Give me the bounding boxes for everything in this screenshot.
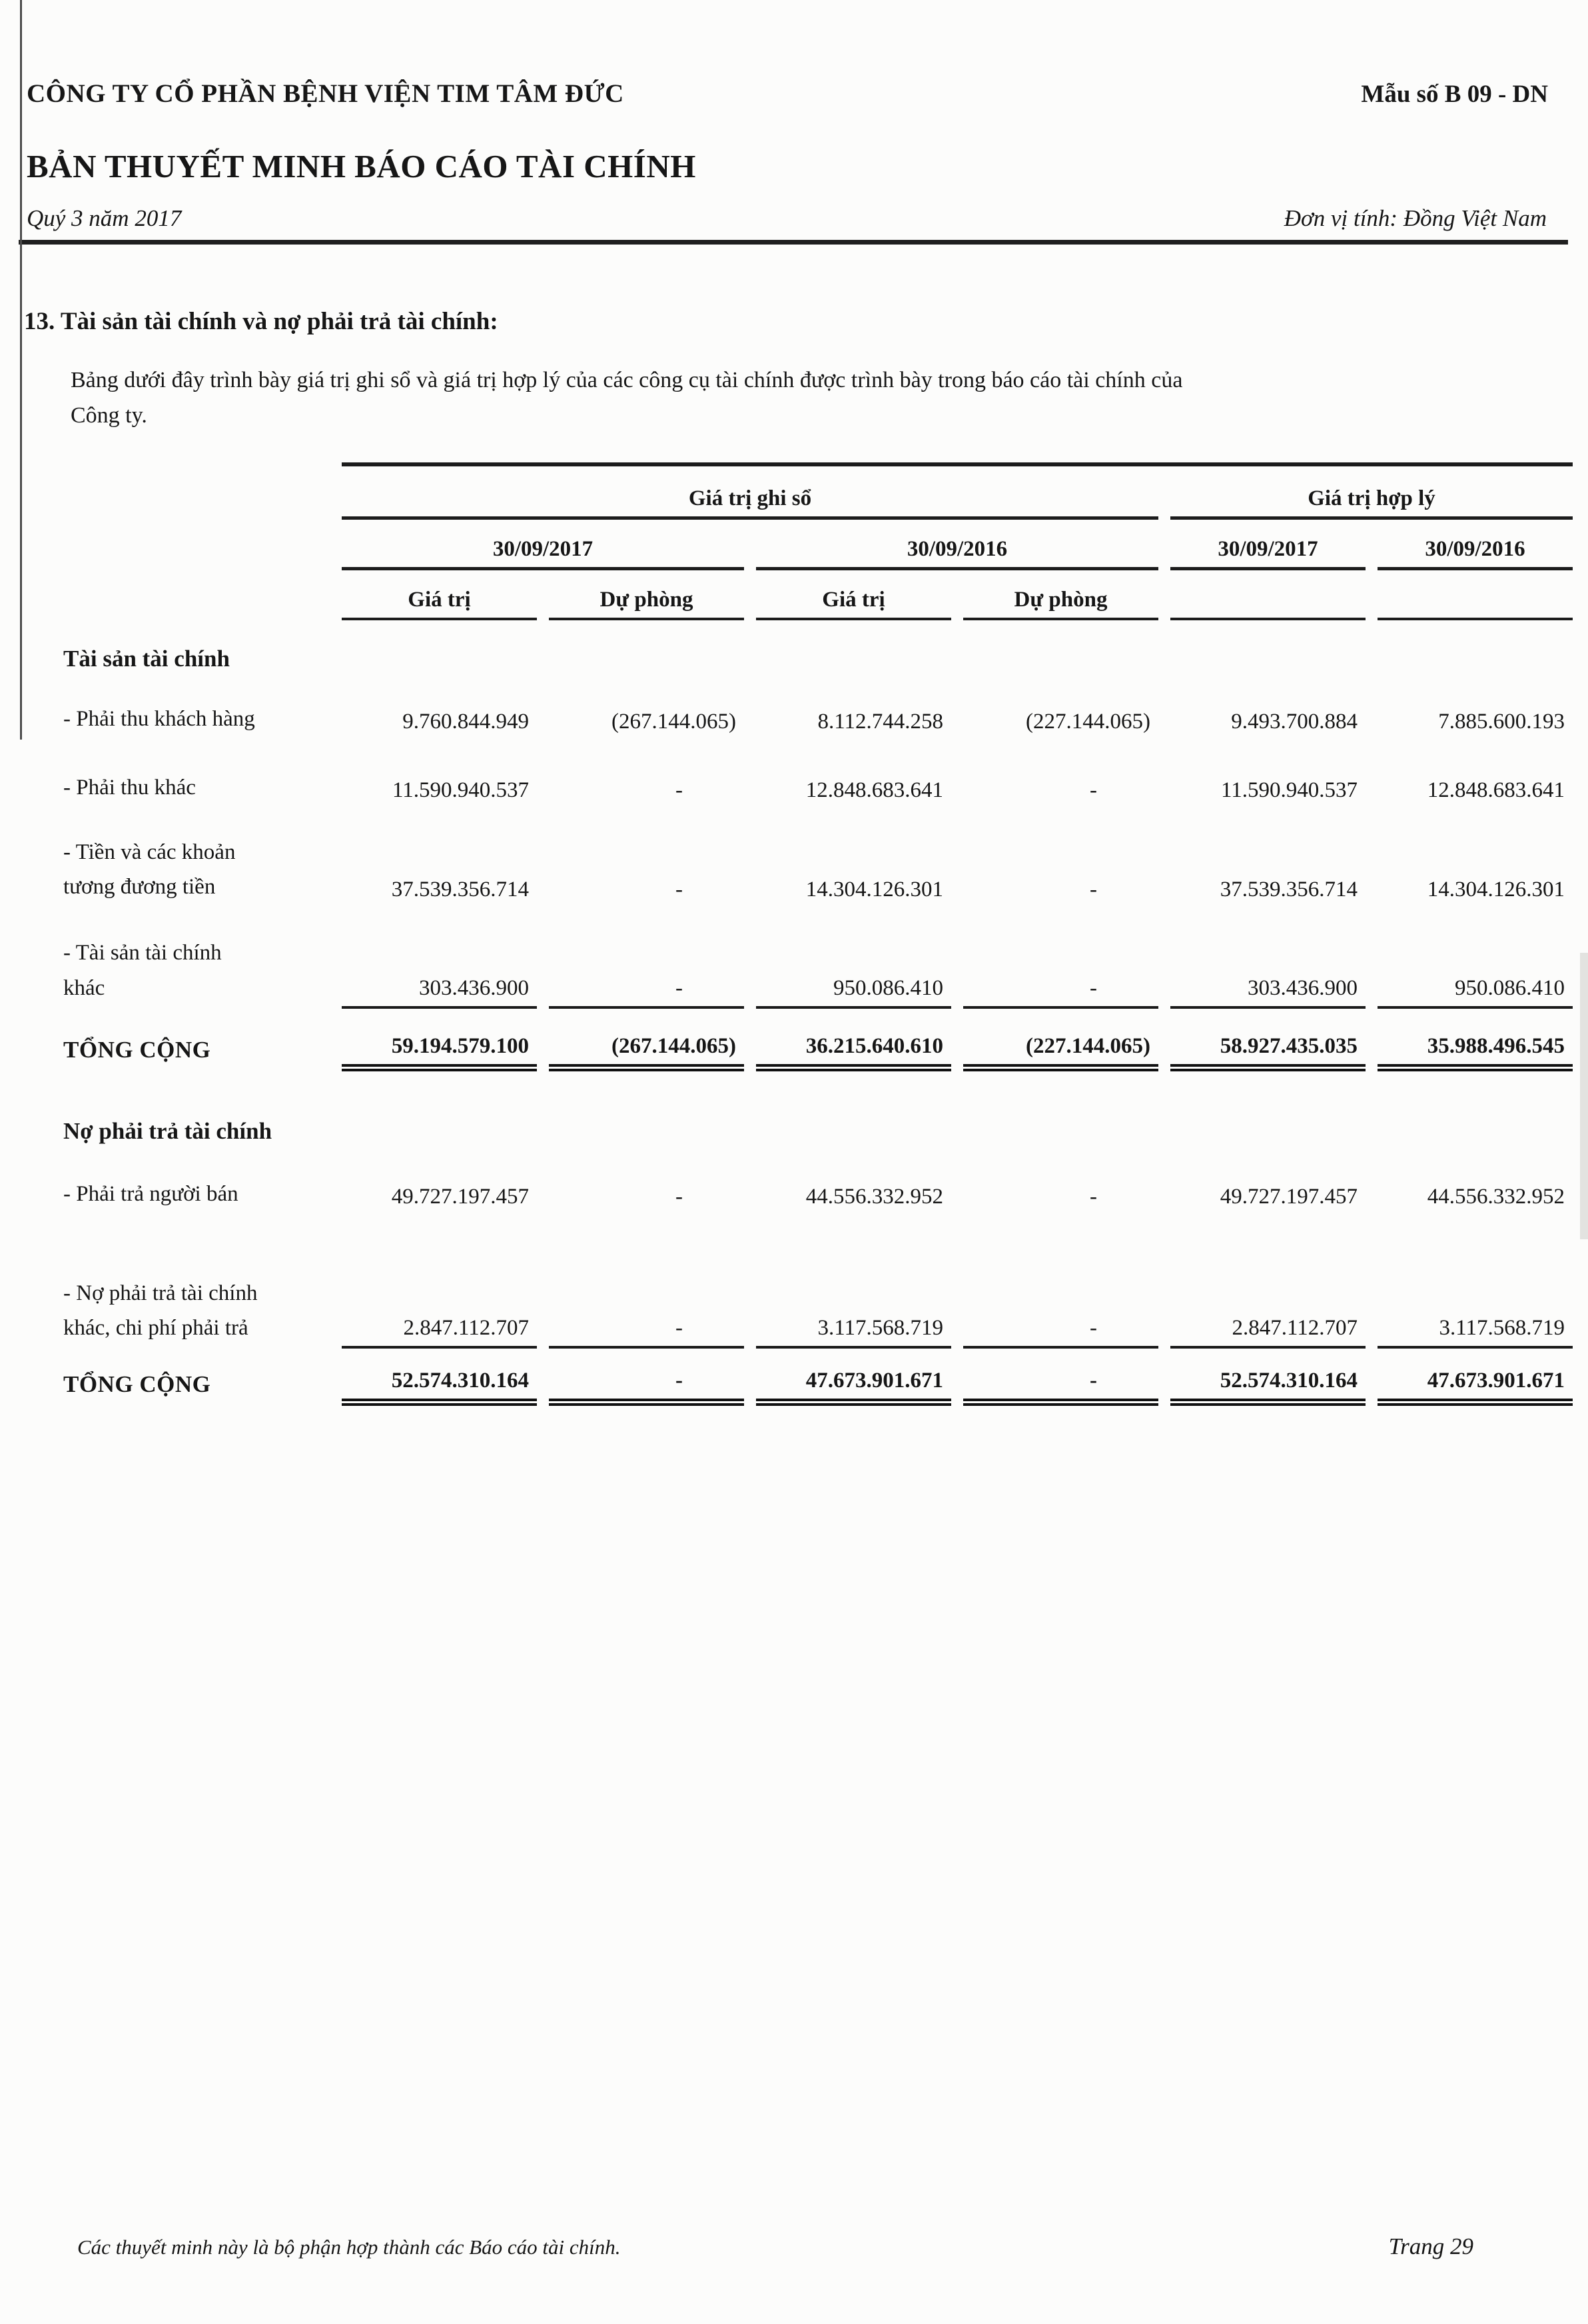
- sub-header-provision-2017: Dự phòng: [549, 570, 744, 620]
- cell: 36.215.640.610: [756, 1034, 951, 1071]
- cell: (227.144.065): [963, 1034, 1158, 1071]
- sub-header-empty-fair-2016: [1378, 595, 1573, 620]
- cell: -: [675, 778, 683, 802]
- cell: -: [963, 1316, 1158, 1349]
- report-period: Quý 3 năm 2017: [27, 205, 182, 231]
- cell: 950.086.410: [756, 976, 951, 1009]
- group-header-fair-value: Giá trị hợp lý: [1170, 466, 1573, 520]
- sub-header-value-2016: Giá trị: [756, 570, 951, 620]
- sub-header-empty-fair-2017: [1170, 595, 1366, 620]
- intro-line-2: Công ty.: [71, 403, 147, 428]
- cell: -: [963, 976, 1158, 1009]
- cell: -: [675, 877, 683, 902]
- cell: 49.727.197.457: [391, 1184, 529, 1209]
- page-number: Trang 29: [1388, 2233, 1473, 2259]
- cell: 3.117.568.719: [1378, 1316, 1573, 1349]
- cell: 2.847.112.707: [342, 1316, 537, 1349]
- cell: 11.590.940.537: [392, 778, 529, 802]
- date-header-row: [63, 520, 1573, 570]
- cell: 11.590.940.537: [1220, 778, 1358, 802]
- group-header-carrying-value: Giá trị ghi sổ: [342, 466, 1158, 520]
- cell: 8.112.744.258: [817, 709, 943, 734]
- cell: (227.144.065): [1026, 709, 1150, 734]
- row-label: - Nợ phải trả tài chính khác, chi phí phải trả: [63, 1281, 258, 1341]
- intro-paragraph: [71, 362, 1551, 433]
- cell: 303.436.900: [1170, 976, 1366, 1009]
- company-name: CÔNG TY CỔ PHẦN BỆNH VIỆN TIM TÂM ĐỨC: [27, 79, 624, 108]
- cell: 47.673.901.671: [1378, 1369, 1573, 1406]
- section-title-financial-liabilities: Nợ phải trả tài chính: [63, 1117, 272, 1144]
- sub-header-value-2017: Giá trị: [342, 570, 537, 620]
- total-label: TỔNG CỘNG: [63, 1371, 211, 1398]
- page-left-border-line: [20, 0, 22, 740]
- form-number: Mẫu số B 09 - DN: [1361, 81, 1548, 108]
- sub-header-row: [63, 570, 1573, 620]
- group-header-row: [63, 466, 1573, 520]
- cell: 14.304.126.301: [805, 877, 943, 902]
- cell: (267.144.065): [549, 1034, 744, 1071]
- cell: -: [549, 1316, 744, 1349]
- date-header-2017-carrying: 30/09/2017: [342, 520, 744, 570]
- cell: 52.574.310.164: [1170, 1369, 1366, 1406]
- cell: 37.539.356.714: [391, 877, 529, 902]
- cell: 35.988.496.545: [1378, 1034, 1573, 1071]
- date-header-2016-fair: 30/09/2016: [1378, 520, 1573, 570]
- section-title-financial-assets: Tài sản tài chính: [63, 646, 230, 672]
- table-row-other-financial-liabilities: [63, 1276, 1573, 1349]
- cell: 37.539.356.714: [1220, 877, 1358, 902]
- cell: -: [549, 976, 744, 1009]
- cell: 49.727.197.457: [1220, 1184, 1358, 1209]
- row-label: - Phải thu khách hàng: [63, 707, 255, 732]
- cell: 303.436.900: [342, 976, 537, 1009]
- cell: 52.574.310.164: [342, 1369, 537, 1406]
- document-subheader: [27, 205, 1547, 232]
- cell: -: [549, 1369, 744, 1406]
- header-rule: [19, 240, 1568, 245]
- cell: 7.885.600.193: [1438, 709, 1565, 734]
- table-row-other-receivables: [63, 770, 1573, 808]
- cell: -: [1090, 778, 1097, 802]
- table-row-total-financial-assets: [63, 1031, 1573, 1071]
- cell: 44.556.332.952: [805, 1184, 943, 1209]
- row-label: - Tiền và các khoản tương đương tiền: [63, 840, 236, 899]
- row-label: - Phải trả người bán: [63, 1181, 238, 1206]
- cell: 9.493.700.884: [1231, 709, 1358, 734]
- cell: 12.848.683.641: [805, 778, 943, 802]
- row-label: - Tài sản tài chính khác: [63, 941, 222, 1001]
- currency-unit: Đơn vị tính: Đồng Việt Nam: [1284, 205, 1547, 231]
- date-header-2016-carrying: 30/09/2016: [756, 520, 1158, 570]
- cell: 2.847.112.707: [1170, 1316, 1366, 1349]
- total-label: TỔNG CỘNG: [63, 1036, 211, 1063]
- cell: 3.117.568.719: [756, 1316, 951, 1349]
- intro-line-1: Bảng dưới đây trình bày giá trị ghi sổ và giá trị hợp lý của các công cụ tài chính được trình bày trong báo cáo tài chính của: [71, 368, 1183, 392]
- page-footer: [77, 2233, 1473, 2260]
- cell: 9.760.844.949: [402, 709, 529, 734]
- table-row-cash-equivalents: [63, 835, 1573, 908]
- cell: -: [963, 1369, 1158, 1406]
- cell: -: [1090, 877, 1097, 902]
- cell: 14.304.126.301: [1427, 877, 1565, 902]
- cell: -: [1090, 1184, 1097, 1209]
- table-row-trade-payables: [63, 1177, 1573, 1215]
- scan-edge-smudge: [1580, 953, 1588, 1239]
- cell: -: [675, 1184, 683, 1209]
- table-row-total-financial-liabilities: [63, 1366, 1573, 1406]
- section-heading: 13. Tài sản tài chính và nợ phải trả tài chính:: [24, 308, 498, 335]
- table-row-trade-receivables: [63, 702, 1573, 740]
- cell: (267.144.065): [611, 709, 736, 734]
- document-header: [27, 79, 1548, 109]
- row-label: - Phải thu khác: [63, 775, 196, 800]
- sub-header-provision-2016: Dự phòng: [963, 570, 1158, 620]
- cell: 950.086.410: [1378, 976, 1573, 1009]
- date-header-2017-fair: 30/09/2017: [1170, 520, 1366, 570]
- cell: 12.848.683.641: [1427, 778, 1565, 802]
- financial-instruments-table: [63, 462, 1573, 1406]
- cell: 59.194.579.100: [342, 1034, 537, 1071]
- cell: 47.673.901.671: [756, 1369, 951, 1406]
- cell: 58.927.435.035: [1170, 1034, 1366, 1071]
- document-title: BẢN THUYẾT MINH BÁO CÁO TÀI CHÍNH: [27, 148, 696, 185]
- cell: 44.556.332.952: [1427, 1184, 1565, 1209]
- footer-note: Các thuyết minh này là bộ phận hợp thành các Báo cáo tài chính.: [77, 2235, 621, 2259]
- table-row-other-financial-assets: [63, 935, 1573, 1009]
